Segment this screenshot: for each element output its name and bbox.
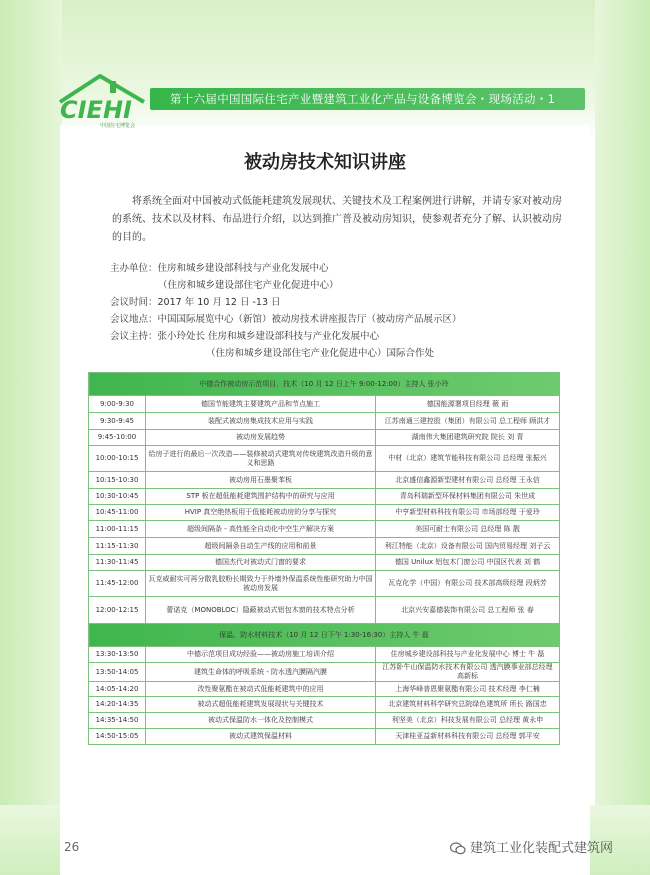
table-row (89, 413, 560, 430)
session-topic: HVIP 真空绝热板用于低能耗被动房的分享与探究 (146, 505, 376, 521)
table-row (89, 729, 560, 745)
session-speaker: 中材（北京）建筑节能科技有限公司 总经理 张振兴 (376, 446, 560, 472)
session-topic: 瓦克威耐实可再分散乳胶粉长期致力于外墙外保温系统性能研究助力中国被动房发展 (146, 571, 376, 597)
page-title: 被动房技术知识讲座 (244, 152, 406, 173)
session-topic: 装配式被动房集成技术应用与实践 (146, 413, 376, 430)
session-time: 13:30-13:50 (89, 647, 146, 663)
table-row (89, 521, 560, 538)
table-row (89, 396, 560, 413)
session-time: 11:15-11:30 (89, 538, 146, 555)
page-left-margin (0, 0, 62, 875)
table-row (89, 571, 560, 597)
table-row (89, 713, 560, 729)
table-row (89, 663, 560, 682)
session-topic: 德国节能建筑主要建筑产品和节点施工 (146, 396, 376, 413)
page-right-margin (595, 0, 650, 875)
session-time: 14:35-14:50 (89, 713, 146, 729)
info-organizer: 主办单位：住房和城乡建设部科技与产业化发展中心 (110, 263, 329, 274)
session-time: 14:50-15:05 (89, 729, 146, 745)
info-venue: 会议地点：中国国际展览中心（新馆）被动房技术讲座报告厅（被动房产品展示区） (110, 314, 462, 325)
session-speaker: 德国 Unilux 铝包木门窗公司 中国区代表 刘 鹤 (376, 555, 560, 571)
table-row (89, 472, 560, 489)
session-time: 12:00-12:15 (89, 597, 146, 624)
table-row (89, 647, 560, 663)
session-speaker: 上海华峰普恩聚氨酯有限公司 技术经理 李仁楠 (376, 682, 560, 697)
info-time: 会议时间：2017 年 10 月 12 日 -13 日 (110, 297, 281, 308)
session-topic: 超级间隔条 - 高性能全自动化中空生产解决方案 (146, 521, 376, 538)
session-time: 13:50-14:05 (89, 663, 146, 682)
session-topic: 给房子进行的最后一次改造——装修被动式建筑对传统建筑改造升级的意义和思路 (146, 446, 376, 472)
session-speaker: 中亨新型材料科技有限公司 市场部经理 于爱玲 (376, 505, 560, 521)
session-speaker: 江苏卧牛山保温防水技术有限公司 透汽膜事业部总经理 高新标 (376, 663, 560, 682)
watermark (450, 837, 613, 856)
session-speaker: 江苏南通三建控股（集团）有限公司 总工程师 顾洪才 (376, 413, 560, 430)
session-topic: 蕾诺克（MONOBLOC）隐蔽被动式铝包木窗的技术特点分析 (146, 597, 376, 624)
session-speaker: 利坚美（北京）科技发展有限公司 总经理 黄永申 (376, 713, 560, 729)
info-organizer-alt: （住房和城乡建设部住宅产业化促进中心） (158, 280, 339, 291)
session-speaker: 青岛科瑞新型环保材料集团有限公司 朱世成 (376, 489, 560, 505)
session-speaker: 北京盛信鑫源新型建材有限公司 总经理 王永信 (376, 472, 560, 489)
session-time: 11:00-11:15 (89, 521, 146, 538)
session-time: 9:30-9:45 (89, 413, 146, 430)
wechat-icon (450, 842, 466, 855)
session-speaker: 北京兴安嘉德装饰有限公司 总工程师 张 春 (376, 597, 560, 624)
session-speaker: 北京建筑材料科学研究总院绿色建筑所 所长 路国忠 (376, 697, 560, 713)
session-time: 10:45-11:00 (89, 505, 146, 521)
session-speaker: 德国能源署项目经理 薇 雨 (376, 396, 560, 413)
logo-subtext: 中国住宅博览会 (100, 123, 136, 129)
session-topic: 改性聚氨酯在被动式低能耗建筑中的应用 (146, 682, 376, 697)
header-title: 第十六届中国国际住宅产业暨建筑工业化产品与设备博览会・现场活动・1 (170, 92, 556, 106)
table-row (89, 597, 560, 624)
session-speaker: 湖南伟大集团建筑研究院 院长 刘 青 (376, 430, 560, 446)
session-speaker: 天津桂亚益新材料科技有限公司 总经理 郭平安 (376, 729, 560, 745)
info-host-dept: （住房和城乡建设部住宅产业化促进中心）国际合作处 (206, 348, 435, 359)
session-time: 14:20-14:35 (89, 697, 146, 713)
intro-paragraph: 将系统全面对中国被动式低能耗建筑发展现状、关键技术及工程案例进行讲解，并请专家对被动房的系统、技术以及材料、布品进行介绍，以达到推广普及被动房知识，使参观者充分了解、认识被动房的目的。 (112, 196, 562, 243)
session-time: 9:00-9:30 (89, 396, 146, 413)
session-topic: 德国杰代对被动式门窗的要求 (146, 555, 376, 571)
session-time: 10:00-10:15 (89, 446, 146, 472)
session-topic: 建筑生命体的呼吸系统 - 防水透汽膜隔汽膜 (146, 663, 376, 682)
session-time: 14:05-14:20 (89, 682, 146, 697)
schedule-table (88, 372, 560, 745)
session-topic: 中德示范项目成功经验——被动房施工培训介绍 (146, 647, 376, 663)
section1-heading: 中德合作被动房示范项目、技术（10 月 12 日上午 9:00-12:00）主持人 张小玲 (89, 373, 560, 396)
table-row (89, 555, 560, 571)
session-time: 11:45-12:00 (89, 571, 146, 597)
session-topic: 超级间隔条自动生产线的应用和前景 (146, 538, 376, 555)
table-row (89, 430, 560, 446)
session-topic: 被动式建筑保温材料 (146, 729, 376, 745)
table-row (89, 446, 560, 472)
session-speaker: 住房城乡建设部科技与产业化发展中心 博士 牛 磊 (376, 647, 560, 663)
table-row (89, 682, 560, 697)
session-topic: 被动房用石墨聚苯板 (146, 472, 376, 489)
session-topic: 被动式超低能耗建筑发展现状与关键技术 (146, 697, 376, 713)
session-time: 10:30-10:45 (89, 489, 146, 505)
logo-text: CIEHI (60, 96, 132, 124)
meeting-info (110, 260, 570, 362)
session-speaker: 瓦克化学（中国）有限公司 技术部高级经理 段炳芳 (376, 571, 560, 597)
table-row (89, 697, 560, 713)
table-row (89, 489, 560, 505)
table-row (89, 505, 560, 521)
page-number: 26 (64, 840, 80, 854)
section2-heading: 保温、防水材料技术（10 月 12 日下午 1:30-16:30）主持人 牛 磊 (89, 624, 560, 647)
session-topic: 被动式保温防水一体化及控制模式 (146, 713, 376, 729)
session-speaker: 利江特能（北京）设备有限公司 国内贸易经理 刘子云 (376, 538, 560, 555)
info-host: 会议主持：张小玲处长 住房和城乡建设部科技与产业化发展中心 (110, 331, 380, 342)
watermark-text: 建筑工业化装配式建筑网 (470, 841, 614, 856)
session-time: 11:30-11:45 (89, 555, 146, 571)
ciehi-logo (52, 72, 162, 130)
session-topic: 被动房发展趋势 (146, 430, 376, 446)
session-speaker: 美国可耐士有限公司 总经理 陈 靓 (376, 521, 560, 538)
session-time: 9:45-10:00 (89, 430, 146, 446)
session-time: 10:15-10:30 (89, 472, 146, 489)
session-topic: STP 板在超低能耗建筑围护结构中的研究与应用 (146, 489, 376, 505)
table-row (89, 538, 560, 555)
